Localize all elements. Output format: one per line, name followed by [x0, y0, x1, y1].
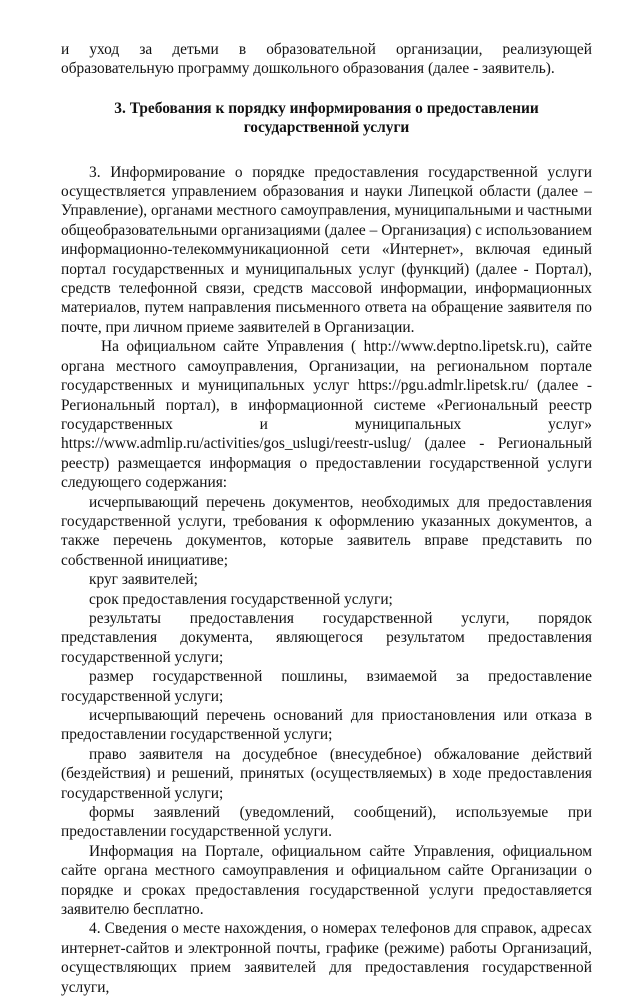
list-item-refusal-grounds: исчерпывающий перечень оснований для приостановления или отказа в предоставлении государственной услуги;	[61, 707, 592, 744]
section-heading: 3. Требования к порядку информирования о предоставлении государственной услуги	[114, 99, 539, 137]
list-item-documents: исчерпывающий перечень документов, необходимых для предоставления государственной услуги, требования к оформлению указанных документов, а также перечень документов, которые заявитель вправе представить по собственной инициативе;	[61, 493, 592, 569]
list-item-appeal-right: право заявителя на досудебное (внесудебное) обжалование действий (бездействия) и решений, принятых (осуществляемых) в ходе предоставления государственной услуги;	[61, 745, 592, 802]
list-item-forms: формы заявлений (уведомлений, сообщений), используемые при предоставлении государственной услуги.	[61, 804, 592, 841]
list-item-term: срок предоставления государственной услуги;	[89, 590, 393, 608]
paragraph-continuation: и уход за детьми в образовательной организации, реализующей образовательную программу дошкольного образования (далее - заявитель).	[61, 41, 592, 78]
list-item-results: результаты предоставления государственной услуги, порядок представления документа, являющегося результатом предоставления государственной услуги;	[61, 609, 592, 666]
paragraph-free-info: Информация на Портале, официальном сайте Управления, официальном сайте органа местного самоуправления и официальном сайте Организации о порядке и сроках предоставления государственной услуги предоставляется заявителю бесплатно.	[61, 842, 592, 919]
paragraph-item-3: 3. Информирование о порядке предоставления государственной услуги осуществляется управлением образования и науки Липецкой области (далее – Управление), органами местного самоуправления, муниципальными и частными общеобразовательными организациями (далее – Организация) с использованием информационно-телекоммуникационной сети «Интернет», включая единый портал государственных и муниципальных услуг (функций) (далее - Портал), средств телефонной связи, средств массовой информации, информационных материалов, путем направления письменного ответа на обращение заявителя по почте, при личном приеме заявителей в Организации.	[61, 163, 592, 336]
list-item-fee: размер государственной пошлины, взимаемой за предоставление государственной услуги;	[61, 668, 592, 705]
paragraph-official-sites: На официальном сайте Управления ( http://www.deptno.lipetsk.ru), сайте органа местного самоуправления, Организации, на региональном портале государственных и муниципальных услуг https://pgu.admlr.lipetsk.ru/ (далее - Региональный портал), в информационной системе «Региональный реестр государственных и муниципальных услуг» https://www.admlip.ru/activities/gos_uslugi/reestr-uslug/ (далее - Региональный реестр) размещается информация о предоставлении государственной услуги следующего содержания:	[61, 338, 592, 492]
paragraph-item-4: 4. Сведения о месте нахождения, о номерах телефонов для справок, адресах интернет-сайтов и электронной почты, графике (режиме) работы Организаций, осуществляющих прием заявителей для предоставления государственной услуги,	[61, 920, 592, 996]
list-item-applicants: круг заявителей;	[89, 571, 198, 589]
